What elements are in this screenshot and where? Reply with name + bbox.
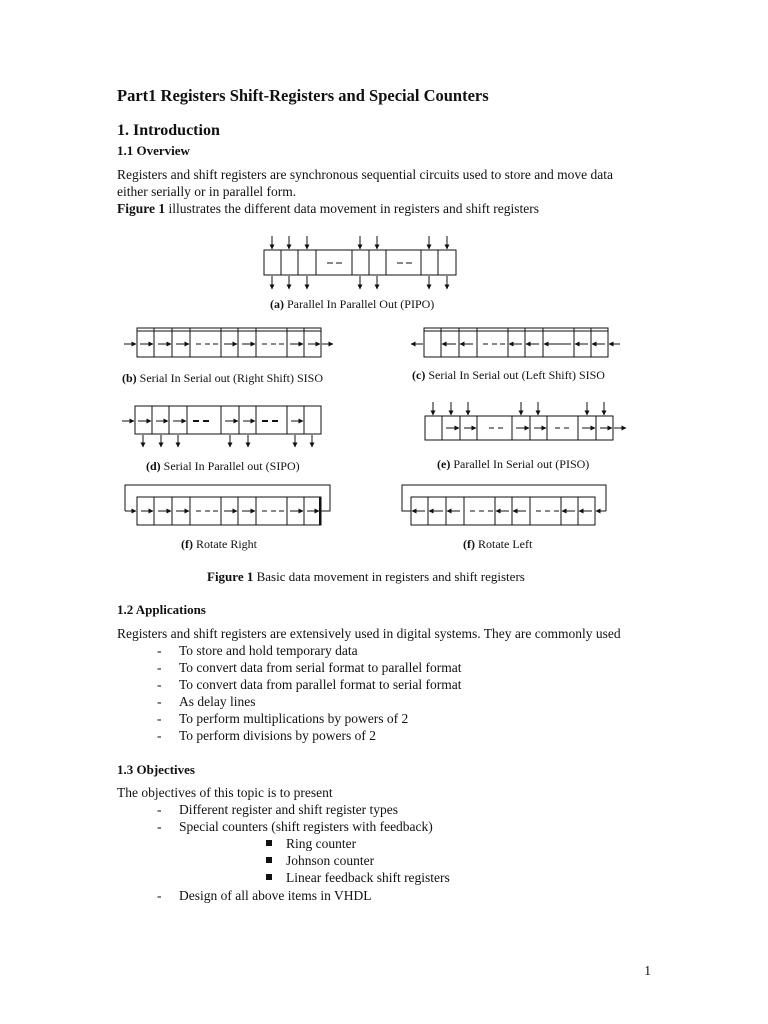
pipo-diagram bbox=[264, 236, 456, 289]
page-title: Part1 Registers Shift-Registers and Special Counters bbox=[117, 86, 489, 105]
page-number: 1 bbox=[644, 963, 651, 978]
caption-c: (c) Serial In Serial out (Left Shift) SISO bbox=[412, 368, 605, 382]
bullet-square-icon bbox=[266, 857, 272, 863]
caption-f-rotate-left: (f) Rotate Left bbox=[463, 537, 533, 551]
caption-a: (a) Parallel In Parallel Out (PIPO) bbox=[270, 297, 435, 311]
caption-d: (d) Serial In Parallel out (SIPO) bbox=[146, 459, 300, 473]
applications-intro: Registers and shift registers are extensively used in digital systems. They are commonly used bbox=[117, 626, 621, 641]
caption-e: (e) Parallel In Serial out (PISO) bbox=[437, 457, 590, 471]
document-page: Part1 Registers Shift-Registers and Special Counters 1. Introduction 1.1 Overview Registers and shift registers are synchronous sequential circuits used to store and move data either serially or in parallel form. Figure 1 illustrates the different data movement in registers and shift registers (a) Parallel In Parallel Out (PIPO) (b) Serial In Serial out (Right Shift) SISO (c) Serial In Serial out (Left Shift) SISO (d) Serial In Parallel out (SIPO) (e) Parallel In Serial out (PISO) (f) Rotate Right (f) Rotate Left Figure 1 Basic data movement in registers and shift registers 1.2 Applications Registers and shift registers are extensively used in digital systems. They are commonly used - To store and hold temporary data - To convert data from serial format to parallel format - To convert data from parallel format to serial format - As delay lines - To perform multiplications by powers of 2 - To perform divisions by powers of 2 1.3 Objectives The objectives of this topic is to present - Different register and shift register types - Special counters (shift registers with feedback) Ring counter Johnson counter Linear feedback shift registers - Design of all above items in VHDL 1 bbox=[0, 0, 768, 1024]
overview-paragraph-line-1: Registers and shift registers are synchronous sequential circuits used to store and move data bbox=[117, 167, 613, 182]
rotate-right-diagram bbox=[125, 485, 330, 525]
objectives-intro: The objectives of this topic is to present bbox=[117, 785, 333, 800]
subsection-heading-applications: 1.2 Applications bbox=[117, 602, 206, 617]
figure-reference-text: illustrates the different data movement in registers and shift registers bbox=[165, 201, 540, 216]
figure-main-caption: Figure 1 Basic data movement in registers and shift registers bbox=[207, 569, 525, 584]
caption-f-rotate-right: (f) Rotate Right bbox=[181, 537, 257, 551]
siso-right-diagram bbox=[124, 328, 333, 357]
subsection-heading-objectives: 1.3 Objectives bbox=[117, 762, 195, 777]
overview-paragraph-line-2: either serially or in parallel form. bbox=[117, 184, 297, 199]
piso-diagram bbox=[425, 402, 626, 440]
bullet-square-icon bbox=[266, 840, 272, 846]
section-heading-introduction: 1. Introduction bbox=[117, 122, 220, 139]
bullet-square-icon bbox=[266, 874, 272, 880]
sipo-diagram bbox=[122, 406, 321, 447]
figure-reference-bold: Figure 1 bbox=[117, 201, 166, 216]
subsection-heading-overview: 1.1 Overview bbox=[117, 143, 190, 158]
siso-left-diagram bbox=[411, 328, 620, 357]
rotate-left-diagram bbox=[402, 485, 606, 525]
caption-b: (b) Serial In Serial out (Right Shift) SISO bbox=[122, 371, 323, 385]
